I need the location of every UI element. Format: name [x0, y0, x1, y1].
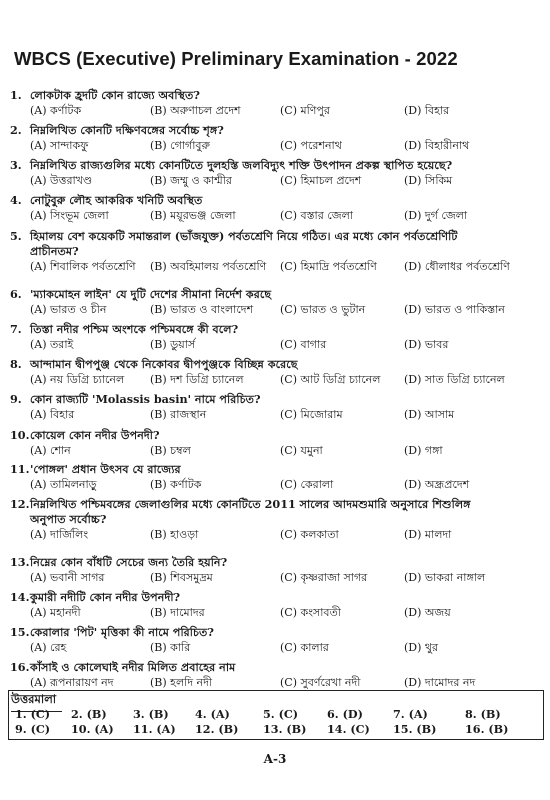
option-c: (C) মণিপুর — [280, 104, 330, 117]
question-item — [10, 322, 540, 352]
option-b: (B) কারি — [150, 641, 191, 654]
option-b: (B) হাওড়া — [150, 528, 199, 541]
option-a: (A) কর্ণাটক — [30, 104, 82, 117]
answer-key-heading: উত্তরমালা — [11, 691, 62, 712]
option-row — [30, 407, 540, 422]
option-a: (A) শিবালিক পর্বতশ্রেণি — [30, 260, 136, 273]
question-number: 2. — [10, 123, 22, 137]
option-d: (D) মালদা — [404, 528, 452, 541]
option-d: (D) সিকিম — [404, 174, 453, 187]
option-a: (A) বিহার — [30, 408, 75, 421]
question-text: নিম্নের কোন বাঁধটি সেচের জন্য তৈরি হয়নি? — [30, 555, 228, 569]
question-number: 5. — [10, 229, 22, 243]
question-number: 4. — [10, 193, 22, 207]
option-row — [30, 640, 540, 655]
option-a: (A) রেহ — [30, 641, 67, 654]
question-text: নোটুবুরু লৌহ আকরিক খনিটি অবস্থিত — [30, 193, 203, 207]
question-text: কেরালার 'পিট' মৃত্তিকা কী নামে পরিচিত? — [30, 625, 214, 639]
question-number: 13. — [10, 555, 30, 569]
question-text: কোন রাজ্যটি 'Molassis basin' নামে পরিচিত? — [30, 392, 261, 406]
answer-entry: 7. (A) — [393, 707, 428, 721]
option-c: (C) পরেশনাথ — [280, 139, 342, 152]
question-item — [10, 123, 540, 153]
answer-entry: 16. (B) — [465, 722, 509, 736]
answer-entry: 11. (A) — [133, 722, 176, 736]
option-c: (C) যমুনা — [280, 444, 323, 457]
question-item — [10, 428, 540, 458]
option-b: (B) অবহিমালয় পর্বতশ্রেণি — [150, 260, 267, 273]
option-a: (A) ভারত ও চীন — [30, 303, 107, 316]
option-a: (A) শোন — [30, 444, 71, 457]
question-number: 1. — [10, 88, 22, 102]
option-a: (A) রূপনারায়ণ নদ — [30, 676, 114, 689]
option-d: (D) সাত ডিগ্রি চ্যানেল — [404, 373, 505, 386]
option-d: (D) ভাবর — [404, 338, 449, 351]
option-c: (C) কংসাবতী — [280, 606, 341, 619]
question-item — [10, 590, 540, 620]
option-row — [30, 259, 540, 274]
answer-entry: 15. (B) — [393, 722, 437, 736]
option-d: (D) থুর — [404, 641, 439, 654]
question-text: 'পোঙ্গল' প্রধান উৎসব যে রাজ্যের — [30, 462, 181, 476]
option-b: (B) দশ ডিগ্রি চ্যানেল — [150, 373, 244, 386]
question-text: হিমালয় বেশ কয়েকটি সমান্তরাল (ভাঁজযুক্ত) পর্বতশ্রেণি নিয়ে গঠিত। এর মধ্যে কোন পর্বতশ্রেণিটি — [30, 229, 458, 243]
option-c: (C) কলকাতা — [280, 528, 339, 541]
answer-entry: 12. (B) — [195, 722, 239, 736]
option-d: (D) দামোদর নদ — [404, 676, 476, 689]
answer-entry: 5. (C) — [263, 707, 299, 721]
question-item — [10, 555, 540, 585]
question-number: 10. — [10, 428, 30, 442]
option-c: (C) কালার — [280, 641, 329, 654]
answer-entry: 1. (C) — [15, 707, 51, 721]
option-b: (B) জম্মু ও কাশ্মীর — [150, 174, 232, 187]
option-row — [30, 605, 540, 620]
question-text: নিম্নলিখিত পশ্চিমবঙ্গের জেলাগুলির মধ্যে কোনটিতে 2011 সালের আদমশুমারি অনুসারে শিশুলিঙ্গ — [30, 497, 471, 511]
answer-entry: 3. (B) — [133, 707, 169, 721]
option-row — [30, 103, 540, 118]
option-d: (D) বিহারীনাথ — [404, 139, 470, 152]
question-item — [10, 357, 540, 387]
option-d: (D) দুর্গ জেলা — [404, 209, 468, 222]
answer-entry: 6. (D) — [327, 707, 363, 721]
question-text: কাঁসাই ও কোলেঘাই নদীর মিলিত প্রবাহের নাম — [30, 660, 236, 674]
question-item — [10, 497, 540, 542]
option-row — [30, 337, 540, 352]
option-row — [30, 443, 540, 458]
option-c: (C) কেরালা — [280, 478, 334, 491]
option-a: (A) দার্জিলিং — [30, 528, 89, 541]
option-a: (A) সান্দাকফু — [30, 139, 89, 152]
question-number: 3. — [10, 158, 22, 172]
question-number: 15. — [10, 625, 30, 639]
question-number: 14. — [10, 590, 30, 604]
question-item — [10, 193, 540, 223]
option-b: (B) ময়ূরভঞ্জ জেলা — [150, 209, 236, 222]
option-row — [30, 138, 540, 153]
option-d: (D) অন্ধ্রপ্রদেশ — [404, 478, 470, 491]
page-title: WBCS (Executive) Preliminary Examination - 2022 — [14, 48, 458, 69]
option-b: (B) অরুণাচল প্রদেশ — [150, 104, 241, 117]
option-d: (D) বিহার — [404, 104, 450, 117]
answer-entry: 14. (C) — [327, 722, 370, 736]
option-a: (A) উত্তরাখণ্ড — [30, 174, 93, 187]
option-d: (D) গঙ্গা — [404, 444, 443, 457]
question-item — [10, 287, 540, 317]
question-text: কুমারী নদীটি কোন নদীর উপনদী? — [30, 590, 181, 604]
option-d: (D) অজয় — [404, 606, 451, 619]
option-b: (B) চম্বল — [150, 444, 191, 457]
question-item — [10, 660, 540, 690]
option-c: (C) আট ডিগ্রি চ্যানেল — [280, 373, 381, 386]
option-row — [30, 372, 540, 387]
option-a: (A) তামিলনাড়ু — [30, 478, 97, 491]
option-a: (A) মহানদী — [30, 606, 81, 619]
option-c: (C) বাগার — [280, 338, 327, 351]
answer-row — [9, 722, 543, 736]
option-a: (A) নয় ডিগ্রি চ্যানেল — [30, 373, 125, 386]
option-b: (B) শিবসমুদ্রম — [150, 571, 213, 584]
option-row — [30, 570, 540, 585]
option-b: (B) রাজস্থান — [150, 408, 207, 421]
question-item — [10, 392, 540, 422]
question-text: লোকটাক হ্রদটি কোন রাজ্যে অবস্থিত? — [30, 88, 200, 102]
question-text: আন্দামান দ্বীপপুঞ্জ থেকে নিকোবর দ্বীপপুঞ্জকে বিচ্ছিন্ন করেছে — [30, 357, 298, 371]
option-row — [30, 527, 540, 542]
question-item — [10, 462, 540, 492]
question-item — [10, 229, 540, 274]
option-c: (C) সুবর্ণরেখা নদী — [280, 676, 361, 689]
question-text: কোয়েল কোন নদীর উপনদী? — [30, 428, 160, 442]
option-row — [30, 208, 540, 223]
question-text: নিম্নলিখিত রাজ্যগুলির মধ্যে কোনটিতে দুলহস্তি জলবিদ্যুৎ শক্তি উৎপাদন প্রকল্প স্থাপিত হয়েছে? — [30, 158, 453, 172]
option-b: (B) কর্ণাটক — [150, 478, 202, 491]
option-b: (B) হলদি নদী — [150, 676, 213, 689]
option-c: (C) হিমাচল প্রদেশ — [280, 174, 362, 187]
answer-key-box — [8, 690, 544, 740]
question-item — [10, 625, 540, 655]
option-d: (D) ভারত ও পাকিস্তান — [404, 303, 505, 316]
option-row — [30, 675, 540, 690]
question-number: 16. — [10, 660, 30, 674]
question-number: 7. — [10, 322, 22, 336]
question-item — [10, 158, 540, 188]
answer-entry: 4. (A) — [195, 707, 230, 721]
option-row — [30, 477, 540, 492]
option-c: (C) হিমাদ্রি পর্বতশ্রেণি — [280, 260, 377, 273]
question-number: 6. — [10, 287, 22, 301]
option-d: (D) ভাকরা নাঙ্গাল — [404, 571, 486, 584]
answer-entry: 10. (A) — [71, 722, 114, 736]
option-a: (A) ভবানী সাগর — [30, 571, 105, 584]
answer-row — [9, 707, 543, 721]
option-d: (D) আসাম — [404, 408, 455, 421]
question-text: 'ম্যাকমোহন লাইন' যে দুটি দেশের সীমানা নির্দেশ করছে — [30, 287, 272, 301]
question-text-continued: প্রাচীনতম? — [30, 244, 79, 258]
question-number: 12. — [10, 497, 30, 511]
option-b: (B) গোর্গাবুরু — [150, 139, 210, 152]
answer-entry: 9. (C) — [15, 722, 51, 736]
question-item — [10, 88, 540, 118]
question-text: নিম্নলিখিত কোনটি দক্ষিণবঙ্গের সর্বোচ্চ শৃঙ্গ? — [30, 123, 224, 137]
page-number: A-3 — [263, 752, 287, 766]
option-row — [30, 302, 540, 317]
option-c: (C) ভারত ও ভুটান — [280, 303, 366, 316]
question-number: 11. — [10, 462, 30, 476]
question-number: 8. — [10, 357, 22, 371]
option-d: (D) ধৌলাধর পর্বতশ্রেণি — [404, 260, 510, 273]
option-b: (B) ভারত ও বাংলাদেশ — [150, 303, 254, 316]
option-b: (B) দামোদর — [150, 606, 205, 619]
question-text-continued: অনুপাত সর্বোচ্চ? — [30, 512, 107, 526]
question-text: তিস্তা নদীর পশ্চিম অংশকে পশ্চিমবঙ্গে কী বলে? — [30, 322, 239, 336]
option-a: (A) সিংভূম জেলা — [30, 209, 109, 222]
option-c: (C) মিজোরাম — [280, 408, 343, 421]
option-c: (C) কৃষ্ণরাজা সাগর — [280, 571, 368, 584]
option-row — [30, 173, 540, 188]
option-c: (C) বস্তার জেলা — [280, 209, 353, 222]
answer-entry: 13. (B) — [263, 722, 307, 736]
answer-entry: 2. (B) — [71, 707, 107, 721]
answer-entry: 8. (B) — [465, 707, 501, 721]
option-b: (B) ডুয়ার্স — [150, 338, 196, 351]
question-number: 9. — [10, 392, 22, 406]
option-a: (A) তরাই — [30, 338, 74, 351]
